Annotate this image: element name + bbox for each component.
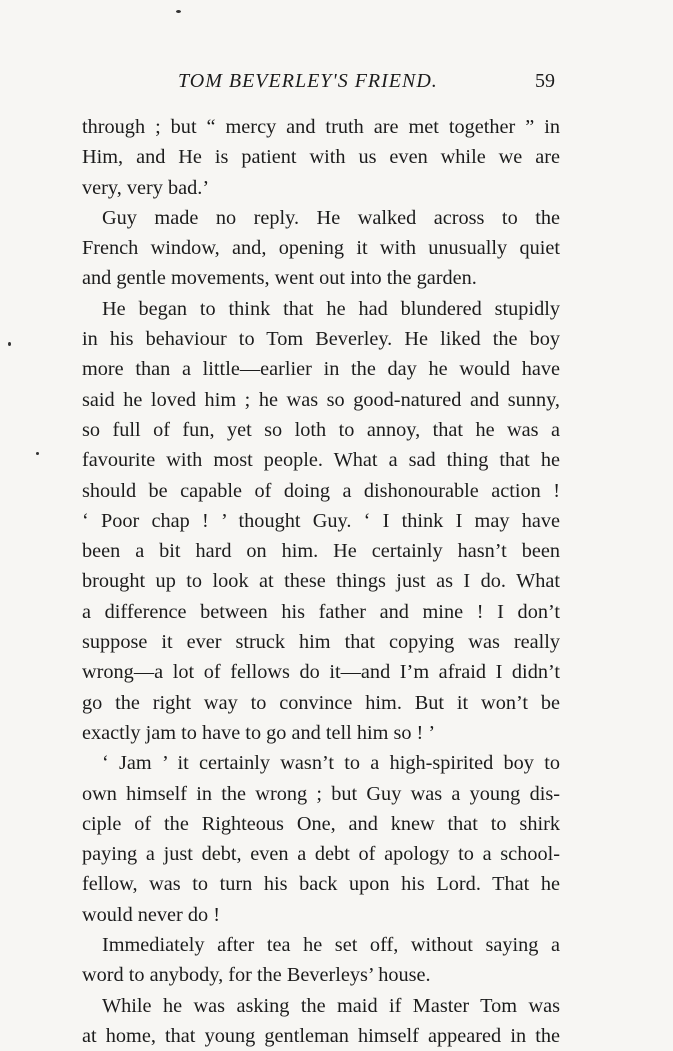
text-line: go the right way to convince him. But it won’t be [82,691,560,714]
text-line: very, very bad.’ [82,176,210,199]
text-line: Him, and He is patient with us even while we are [82,146,560,169]
text-line: at home, that young gentleman himself appeared in the [82,1024,560,1047]
text-line: so full of fun, yet so loth to annoy, that he was a [82,418,560,441]
text-line: in his behaviour to Tom Beverley. He liked the boy [82,328,560,351]
text-line: through ; but “ mercy and truth are met together ” in [82,116,560,138]
text-line: word to anybody, for the Beverleys’ house. [82,964,431,987]
text-line: a difference between his father and mine ! I don’t [82,600,560,623]
text-line: suppose it ever struck him that copying was really [82,631,560,654]
text-line: He began to think that he had blundered stupidly [102,297,560,320]
text-line: own himself in the wrong ; but Guy was a young dis- [82,782,560,805]
running-title: TOM BEVERLEY'S FRIEND. [178,70,438,92]
page-number: 59 [535,70,555,92]
text-line: Immediately after tea he set off, without saying a [102,934,560,957]
text-line: said he loved him ; he was so good-natured and sunny, [82,388,560,411]
text-line: been a bit hard on him. He certainly hasn’t been [82,540,560,563]
text-line: ‘ Jam ’ it certainly wasn’t to a high-spirited boy to [102,752,560,775]
text-line: ciple of the Righteous One, and knew that to shirk [82,812,560,835]
text-line: ‘ Poor chap ! ’ thought Guy. ‘ I think I may have [82,509,560,532]
text-line: Guy made no reply. He walked across to the [102,206,560,229]
text-line: French window, and, opening it with unusually quiet [82,237,560,260]
text-line: would never do ! [82,903,220,926]
page-header [0,66,673,96]
text-line: brought up to look at these things just as I do. What [82,570,560,593]
text-line: While he was asking the maid if Master Tom was [102,994,560,1017]
text-line: favourite with most people. What a sad thing that he [82,449,560,472]
text-line: fellow, was to turn his back upon his Lord. That he [82,873,560,896]
body-text [82,112,560,1051]
text-line: paying a just debt, even a debt of apology to a school- [82,843,560,866]
scan-speck [36,452,39,455]
text-line: and gentle movements, went out into the garden. [82,267,477,290]
text-line: should be capable of doing a dishonourable action ! [82,479,560,502]
text-line: more than a little—earlier in the day he would have [82,358,560,381]
scan-speck [8,342,11,346]
text-line: exactly jam to have to go and tell him so ! ’ [82,721,436,744]
text-line: wrong—a lot of fellows do it—and I’m afraid I didn’t [82,661,560,684]
scan-speck [176,10,181,13]
